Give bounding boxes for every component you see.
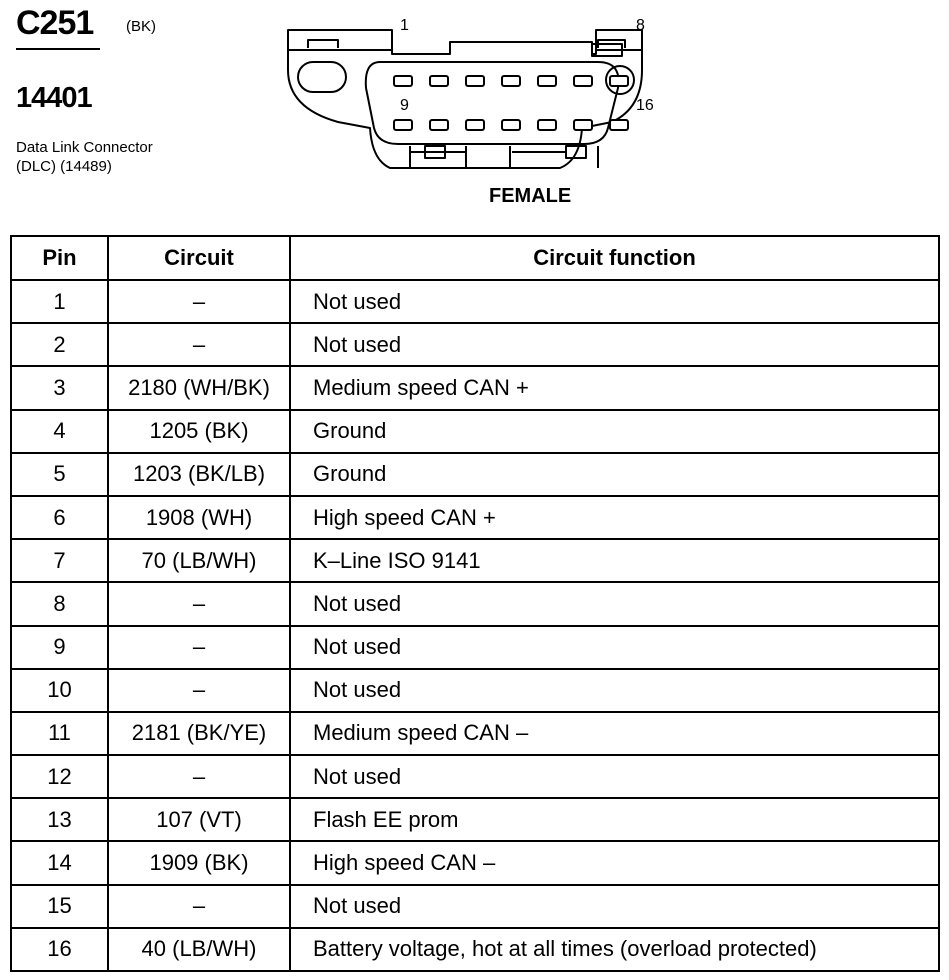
table-row: [11, 496, 939, 539]
circuit-cell: 2180 (WH/BK): [108, 366, 290, 409]
function-cell: Ground: [290, 453, 939, 496]
circuit-cell: –: [108, 280, 290, 323]
function-cell: Not used: [290, 626, 939, 669]
function-cell: Not used: [290, 323, 939, 366]
table-row: [11, 755, 939, 798]
pin-cell: 2: [11, 323, 108, 366]
table-row: [11, 323, 939, 366]
pin-cell: 14: [11, 841, 108, 884]
description-line-1: Data Link Connector: [16, 139, 153, 156]
pin-cell: 7: [11, 539, 108, 582]
pin-cell: 13: [11, 798, 108, 841]
table-row: [11, 366, 939, 409]
pin-cell: 9: [11, 626, 108, 669]
dlc-connector-diagram: [280, 10, 660, 175]
mounting-slot: [298, 62, 346, 92]
table-row: [11, 798, 939, 841]
pin-cell: 12: [11, 755, 108, 798]
function-cell: High speed CAN –: [290, 841, 939, 884]
function-cell: Ground: [290, 410, 939, 453]
pin-label-16: 16: [636, 97, 654, 114]
circuit-cell: –: [108, 885, 290, 928]
function-cell: Not used: [290, 280, 939, 323]
table-header-row: [11, 236, 939, 280]
table-row: [11, 841, 939, 884]
connector-code: C251: [16, 4, 94, 42]
connector-color: (BK): [126, 18, 156, 35]
function-cell: Not used: [290, 885, 939, 928]
function-cell: K–Line ISO 9141: [290, 539, 939, 582]
circuit-cell: –: [108, 323, 290, 366]
function-cell: High speed CAN +: [290, 496, 939, 539]
pin-cell: 11: [11, 712, 108, 755]
table-row: [11, 410, 939, 453]
header-function: Circuit function: [290, 236, 939, 280]
pin-cell: 8: [11, 582, 108, 625]
pin-cell: 4: [11, 410, 108, 453]
header-divider: [16, 48, 100, 50]
function-cell: Not used: [290, 582, 939, 625]
pin-label-8: 8: [636, 17, 645, 34]
circuit-cell: 70 (LB/WH): [108, 539, 290, 582]
circuit-cell: 2181 (BK/YE): [108, 712, 290, 755]
pin-label-1: 1: [400, 17, 409, 34]
table-row: [11, 453, 939, 496]
connector-gender: FEMALE: [489, 185, 572, 207]
pin-cell: 10: [11, 669, 108, 712]
circuit-cell: 1203 (BK/LB): [108, 453, 290, 496]
table-row: [11, 626, 939, 669]
table-row: [11, 669, 939, 712]
circuit-cell: –: [108, 669, 290, 712]
part-number: 14401: [16, 82, 92, 114]
table-row: [11, 928, 939, 971]
pin-cell: 3: [11, 366, 108, 409]
circuit-cell: 1908 (WH): [108, 496, 290, 539]
pin-cell: 1: [11, 280, 108, 323]
circuit-cell: –: [108, 582, 290, 625]
table-row: [11, 280, 939, 323]
circuit-cell: 40 (LB/WH): [108, 928, 290, 971]
connector-header: [0, 0, 949, 230]
pin-cell: 15: [11, 885, 108, 928]
description-line-2: (DLC) (14489): [16, 158, 112, 175]
function-cell: Battery voltage, hot at all times (overload protected): [290, 928, 939, 971]
table-row: [11, 885, 939, 928]
header-circuit: Circuit: [108, 236, 290, 280]
pin-cell: 5: [11, 453, 108, 496]
table-row: [11, 712, 939, 755]
circuit-cell: –: [108, 755, 290, 798]
connector-description: [16, 138, 153, 176]
circuit-cell: 1909 (BK): [108, 841, 290, 884]
table-row: [11, 539, 939, 582]
pin-assignment-table: [10, 235, 940, 972]
table-row: [11, 582, 939, 625]
circuit-cell: –: [108, 626, 290, 669]
function-cell: Not used: [290, 755, 939, 798]
header-pin: Pin: [11, 236, 108, 280]
function-cell: Not used: [290, 669, 939, 712]
circuit-cell: 1205 (BK): [108, 410, 290, 453]
circuit-cell: 107 (VT): [108, 798, 290, 841]
pin-label-9: 9: [400, 97, 409, 114]
pin-cell: 6: [11, 496, 108, 539]
pin-cell: 16: [11, 928, 108, 971]
function-cell: Medium speed CAN +: [290, 366, 939, 409]
function-cell: Medium speed CAN –: [290, 712, 939, 755]
function-cell: Flash EE prom: [290, 798, 939, 841]
pin-rows: [11, 280, 939, 971]
